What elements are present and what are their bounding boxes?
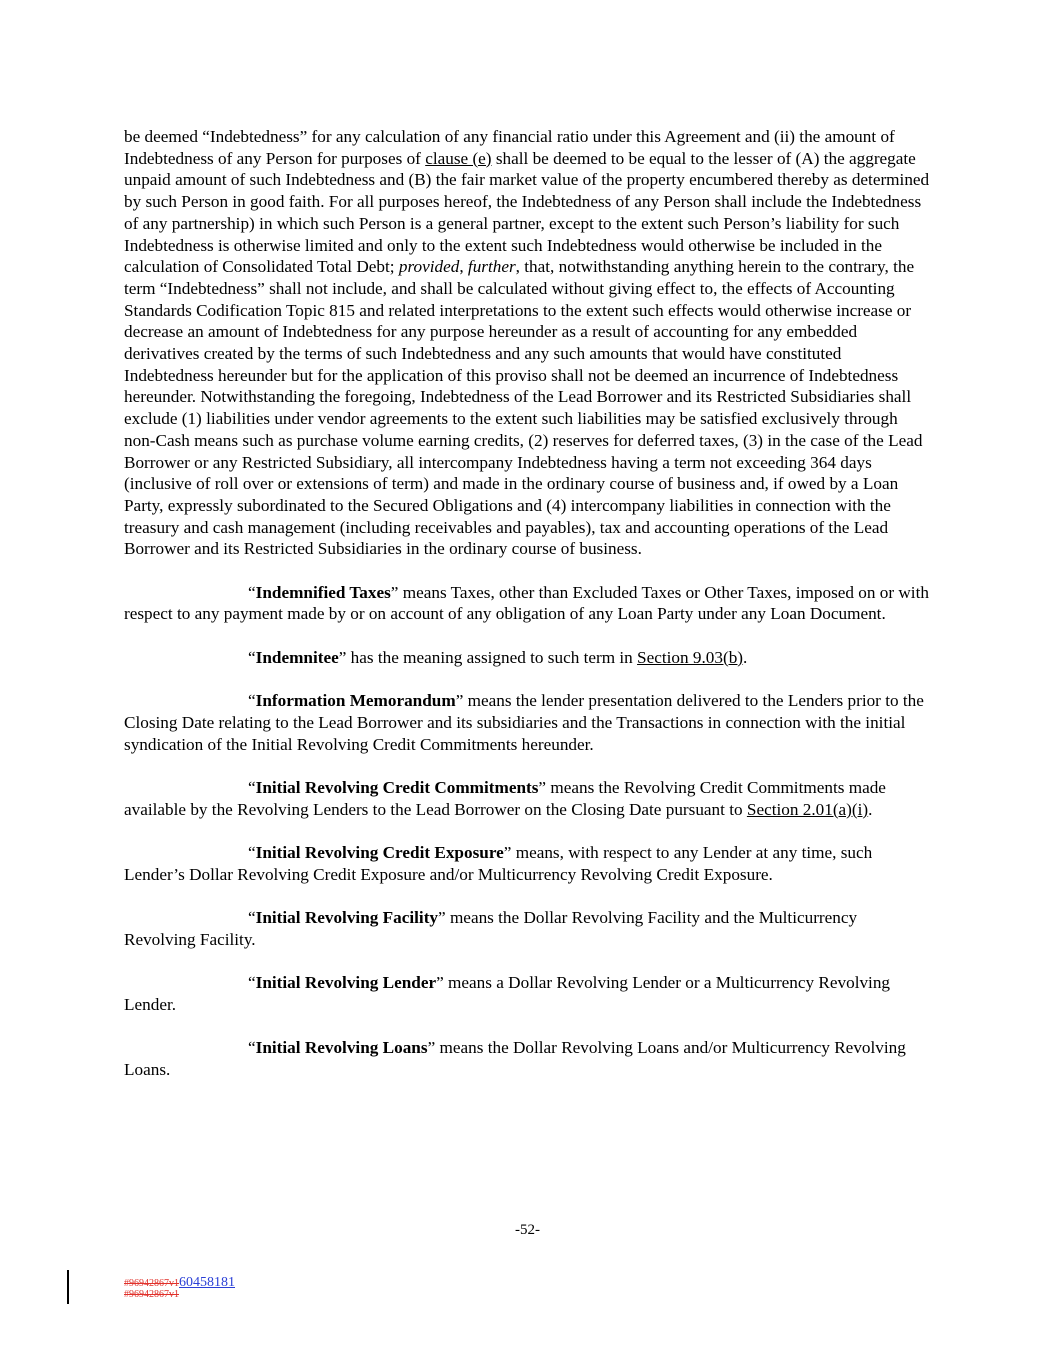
- paragraph-text: ,: [459, 257, 468, 277]
- revision-change-bar: [67, 1270, 69, 1304]
- definition-initial-revolving-facility: [124, 907, 932, 950]
- definition-initial-revolving-credit-exposure: [124, 842, 932, 885]
- defined-term: Initial Revolving Facility: [255, 908, 439, 928]
- italic-further: further: [467, 257, 516, 277]
- definition-text: ” has the meaning assigned to such term in: [338, 647, 638, 667]
- paragraph-text: be deemed “Indebtedness” for any calculation of any financial ratio under this Agreement and (ii) the amount of Indebtedness of any Person for purposes of: [124, 127, 895, 168]
- defined-term: Indemnified Taxes: [255, 582, 391, 602]
- defined-term: Information Memorandum: [255, 691, 456, 711]
- open-quote: “: [248, 843, 256, 863]
- doc-id-deleted-second-line: #96942867v1: [124, 1289, 179, 1300]
- paragraph-text: shall be deemed to be equal to the lesser of (A) the aggregate unpaid amount of such Indebtedness and (B) the fair market value of the property encumbered thereby as determined by such Person in good faith. For all purposes hereof, the Indebtedness of any Person shall include the Indebtedness of any partnership) in which such Person is a general partner, except to the extent such Person’s liability for such Indebtedness is otherwise limited and only to the extent such Indebtedness would otherwise be included in the calculation of Consolidated Total Debt;: [124, 148, 930, 277]
- open-quote: “: [248, 1038, 256, 1058]
- definition-text: ” means the Dollar Revolving Loans and/or Multicurrency Revolving Loans.: [124, 1038, 906, 1080]
- document-body: [124, 126, 932, 1103]
- section-reference: Section 9.03(b): [637, 647, 744, 667]
- open-quote: “: [248, 647, 256, 667]
- definition-text: ” means, with respect to any Lender at any time, such Lender’s Dollar Revolving Credit Exposure and/or Multicurrency Revolving Credit Exposure.: [124, 843, 873, 884]
- definition-text: ” means the Revolving Credit Commitments made available by the Revolving Lenders to the Lead Borrower on the Closing Date pursuant to: [124, 778, 886, 819]
- paragraph-text: , that, notwithstanding anything herein to the contrary, the term “Indebtedness” shall not include, and shall be calculated without giving effect to, the effects of Accounting Standards Codification Topic 815 and related interpretations to the extent such effects would otherwise increase or decrease an amount of Indebtedness for any purpose hereunder as a result of accounting for any embedded derivatives created by the terms of such Indebtedness and any such amounts that would have constituted Indebtedness hereunder but for the application of this proviso shall not be deemed an incurrence of Indebtedness hereunder. Notwithstanding the foregoing, Indebtedness of the Lead Borrower and its Restricted Subsidiaries shall exclude (1) liabilities under vendor agreements to the extent such liabilities may be satisfied exclusively through non-Cash means such as purchase volume earning credits, (2) reserves for deferred taxes, (3) in the case of the Lead Borrower or any Restricted Subsidiary, all intercompany Indebtedness having a term not exceeding 364 days (inclusive of roll over or extensions of term) and made in the ordinary course of business and, if owed by a Loan Party, expressly subordinated to the Secured Obligations and (4) intercompany liabilities in connection with the treasury and cash management (including receivables and payables), tax and accounting operations of the Lead Borrower and its Restricted Subsidiaries in the ordinary course of business.: [124, 257, 923, 559]
- open-quote: “: [248, 691, 256, 711]
- definition-initial-revolving-loans: [124, 1037, 932, 1080]
- indebtedness-continuation-paragraph: [124, 126, 932, 560]
- definition-end: .: [743, 647, 748, 667]
- definition-text: ” means Taxes, other than Excluded Taxes or Other Taxes, imposed on or with respect to any payment made by or on account of any obligation of any Loan Party under any Loan Document.: [124, 582, 929, 624]
- defined-term: Initial Revolving Lender: [255, 973, 437, 993]
- page-number: -52-: [515, 1222, 540, 1238]
- open-quote: “: [248, 778, 256, 798]
- definition-initial-revolving-credit-commitments: [124, 777, 932, 820]
- defined-term: Initial Revolving Credit Commitments: [255, 778, 539, 798]
- definition-indemnified-taxes: [124, 582, 932, 625]
- defined-term: Initial Revolving Loans: [255, 1038, 428, 1058]
- definition-indemnitee: [124, 647, 932, 669]
- open-quote: “: [248, 973, 256, 993]
- open-quote: “: [248, 908, 256, 928]
- definition-text: ” means the Dollar Revolving Facility and the Multicurrency Revolving Facility.: [124, 908, 858, 949]
- defined-term: Initial Revolving Credit Exposure: [255, 843, 504, 863]
- open-quote: “: [248, 582, 256, 602]
- doc-id-inserted: 60458181: [179, 1275, 235, 1290]
- doc-id-deleted: #96942867v1: [124, 1278, 179, 1289]
- italic-provided: provided: [398, 257, 460, 277]
- definition-end: .: [868, 799, 873, 819]
- definition-text: ” means the lender presentation delivered to the Lenders prior to the Closing Date relating to the Lead Borrower and its subsidiaries and the Transactions in connection with the initial syndication of the Initial Revolving Credit Commitments hereunder.: [124, 691, 924, 754]
- definition-information-memorandum: [124, 690, 932, 755]
- definition-initial-revolving-lender: [124, 972, 932, 1015]
- clause-e-reference: clause (e): [425, 148, 492, 168]
- section-reference: Section 2.01(a)(i): [746, 799, 869, 819]
- document-id-footer: [124, 1273, 235, 1300]
- defined-term: Indemnitee: [255, 647, 339, 667]
- definition-text: ” means a Dollar Revolving Lender or a Multicurrency Revolving Lender.: [124, 973, 891, 1015]
